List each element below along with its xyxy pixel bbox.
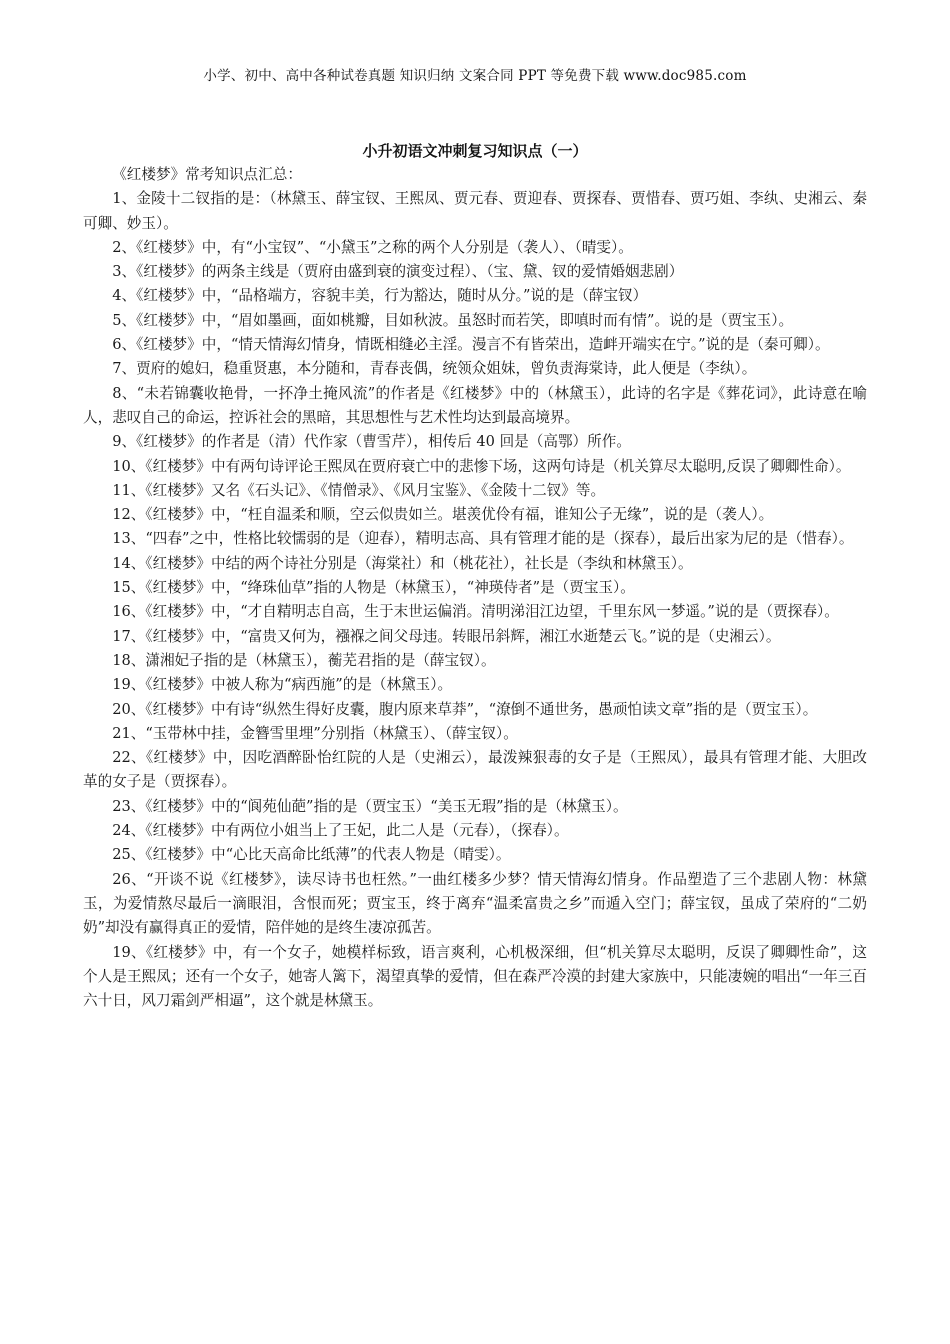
- knowledge-point-6: 6、《红楼梦》中，“情天情海幻情身，情既相缝必主淫。漫言不有皆荣出，造衅开端实在宁。”说的是（秦可卿）。: [112, 336, 830, 354]
- knowledge-point-17: 17、《红楼梦》中，“富贵又何为，襁褓之间父母违。转眼吊斜辉，湘江水逝楚云飞。”说的是（史湘云）。: [112, 627, 781, 645]
- knowledge-point-5: 5、《红楼梦》中，“眉如墨画，面如桃瓣，目如秋波。虽怒时而若笑，即嗔时而有情”。说的是（贾宝玉）。: [112, 311, 794, 329]
- knowledge-point-23: 23、《红楼梦》中的“阆苑仙葩”指的是（贾宝玉）“美玉无瑕”指的是（林黛玉）。: [112, 797, 628, 815]
- knowledge-point-12: 12、《红楼梦》中，“枉自温柔和顺，空云似贵如兰。堪羡优伶有福，谁知公子无缘”，说的是（袭人）。: [112, 506, 774, 524]
- knowledge-point-26: 26、“开谈不说《红楼梦》，读尽诗书也枉然。”一曲红楼多少梦？情天情海幻情身。作品塑造了三个悲剧人物：林黛玉，为爱情熬尽最后一滴眼泪，含恨而死；贾宝玉，终于离弃“温柔富贵之乡”而遁入空门；薛宝钗，虽成了荣府的“二奶奶”却没有赢得真正的爱情，陪伴她的是终生凄凉孤苦。: [83, 870, 867, 937]
- knowledge-point-4: 4、《红楼梦》中，“品格端方，容貌丰美，行为豁达，随时从分。”说的是（薛宝钗）: [112, 287, 648, 305]
- document-title: 小升初语文冲刺复习知识点（一）: [362, 142, 588, 160]
- knowledge-point-27: 19、《红楼梦》中，有一个女子，她模样标致，语言爽利，心机极深细，但“机关算尽太聪明，反误了卿卿性命”，这个人是王熙凤；还有一个女子，她寄人篱下，渴望真挚的爱情，但在森严冷漠的封建大家族中，只能凄婉的唱出“一年三百六十日，风刀霜剑严相逼”，这个就是林黛玉。: [83, 943, 867, 1010]
- knowledge-point-15: 15、《红楼梦》中，“绛珠仙草”指的人物是（林黛玉），“神瑛侍者”是（贾宝玉）。: [112, 579, 635, 597]
- site-header: 小学、初中、高中各种试卷真题 知识归纳 文案合同 PPT 等免费下载 www.doc985.com: [203, 68, 747, 84]
- knowledge-point-10: 10、《红楼梦》中有两句诗评论王熙凤在贾府衰亡中的悲惨下场，这两句诗是（机关算尽太聪明,反误了卿卿性命）。: [112, 457, 851, 475]
- knowledge-point-25: 25、《红楼梦》中“心比天高命比纸薄”的代表人物是（晴雯）。: [112, 846, 511, 864]
- knowledge-point-3: 3、《红楼梦》的两条主线是（贾府由盛到衰的演变过程）、（宝、黛、钗的爱情婚姻悲剧）: [112, 263, 684, 281]
- knowledge-point-19: 19、《红楼梦》中被人称为“病西施”的是（林黛玉）。: [112, 676, 453, 694]
- knowledge-point-14: 14、《红楼梦》中结的两个诗社分别是（海棠社）和（桃花社），社长是（李纨和林黛玉）。: [112, 554, 693, 572]
- knowledge-point-18: 18、潇湘妃子指的是（林黛玉），蘅芜君指的是（薛宝钗）。: [112, 651, 496, 669]
- knowledge-point-16: 16、《红楼梦》中，“才自精明志自高，生于末世运偏消。清明涕泪江边望，千里东风一梦遥。”说的是（贾探春）。: [112, 603, 839, 621]
- knowledge-point-13: 13、“四春”之中，性格比较懦弱的是（迎春），精明志高、具有管理才能的是（探春），最后出家为尼的是（惜春）。: [112, 530, 854, 548]
- knowledge-point-11: 11、《红楼梦》又名《石头记》、《情僧录》、《风月宝鉴》、《金陵十二钗》等。: [112, 481, 606, 499]
- knowledge-point-7: 7、贾府的媳妇，稳重贤惠，本分随和，青春丧偶，统领众姐妹，曾负责海棠诗，此人便是（李纨）。: [112, 360, 757, 378]
- knowledge-point-24: 24、《红楼梦》中有两位小姐当上了王妃，此二人是（元春），（探春）。: [112, 822, 569, 840]
- knowledge-point-2: 2、《红楼梦》中，有“小宝钗”、“小黛玉”之称的两个人分别是（袭人）、（晴雯）。: [112, 238, 633, 256]
- knowledge-point-22: 22、《红楼梦》中，因吃酒醉卧怡红院的人是（史湘云），最泼辣狠毒的女子是（王熙凤），最具有管理才能、大胆改革的女子是（贾探春）。: [83, 749, 867, 791]
- knowledge-point-8: 8、“未若锦囊收艳骨，一抔净土掩风流”的作者是《红楼梦》中的（林黛玉），此诗的名字是《葬花词》，此诗意在喻人，悲叹自己的命运，控诉社会的黑暗，其思想性与艺术性均达到最高境界。: [83, 384, 867, 426]
- knowledge-point-9: 9、《红楼梦》的作者是（清）代作家（曹雪芹），相传后 40 回是（高鄂）所作。: [112, 433, 631, 451]
- knowledge-point-1: 1、金陵十二钗指的是：（林黛玉、薛宝钗、王熙凤、贾元春、贾迎春、贾探春、贾惜春、贾巧姐、李纨、史湘云、秦可卿、妙玉）。: [83, 190, 867, 232]
- knowledge-point-20: 20、《红楼梦》中有诗“纵然生得好皮囊，腹内原来草莽”，“潦倒不通世务，愚顽怕读文章”指的是（贾宝玉）。: [112, 700, 818, 718]
- knowledge-point-21: 21、“玉带林中挂，金簪雪里埋”分别指（林黛玉）、（薛宝钗）。: [112, 724, 518, 742]
- document-body: [83, 163, 867, 1013]
- intro-line: 《红楼梦》常考知识点汇总：: [112, 166, 302, 183]
